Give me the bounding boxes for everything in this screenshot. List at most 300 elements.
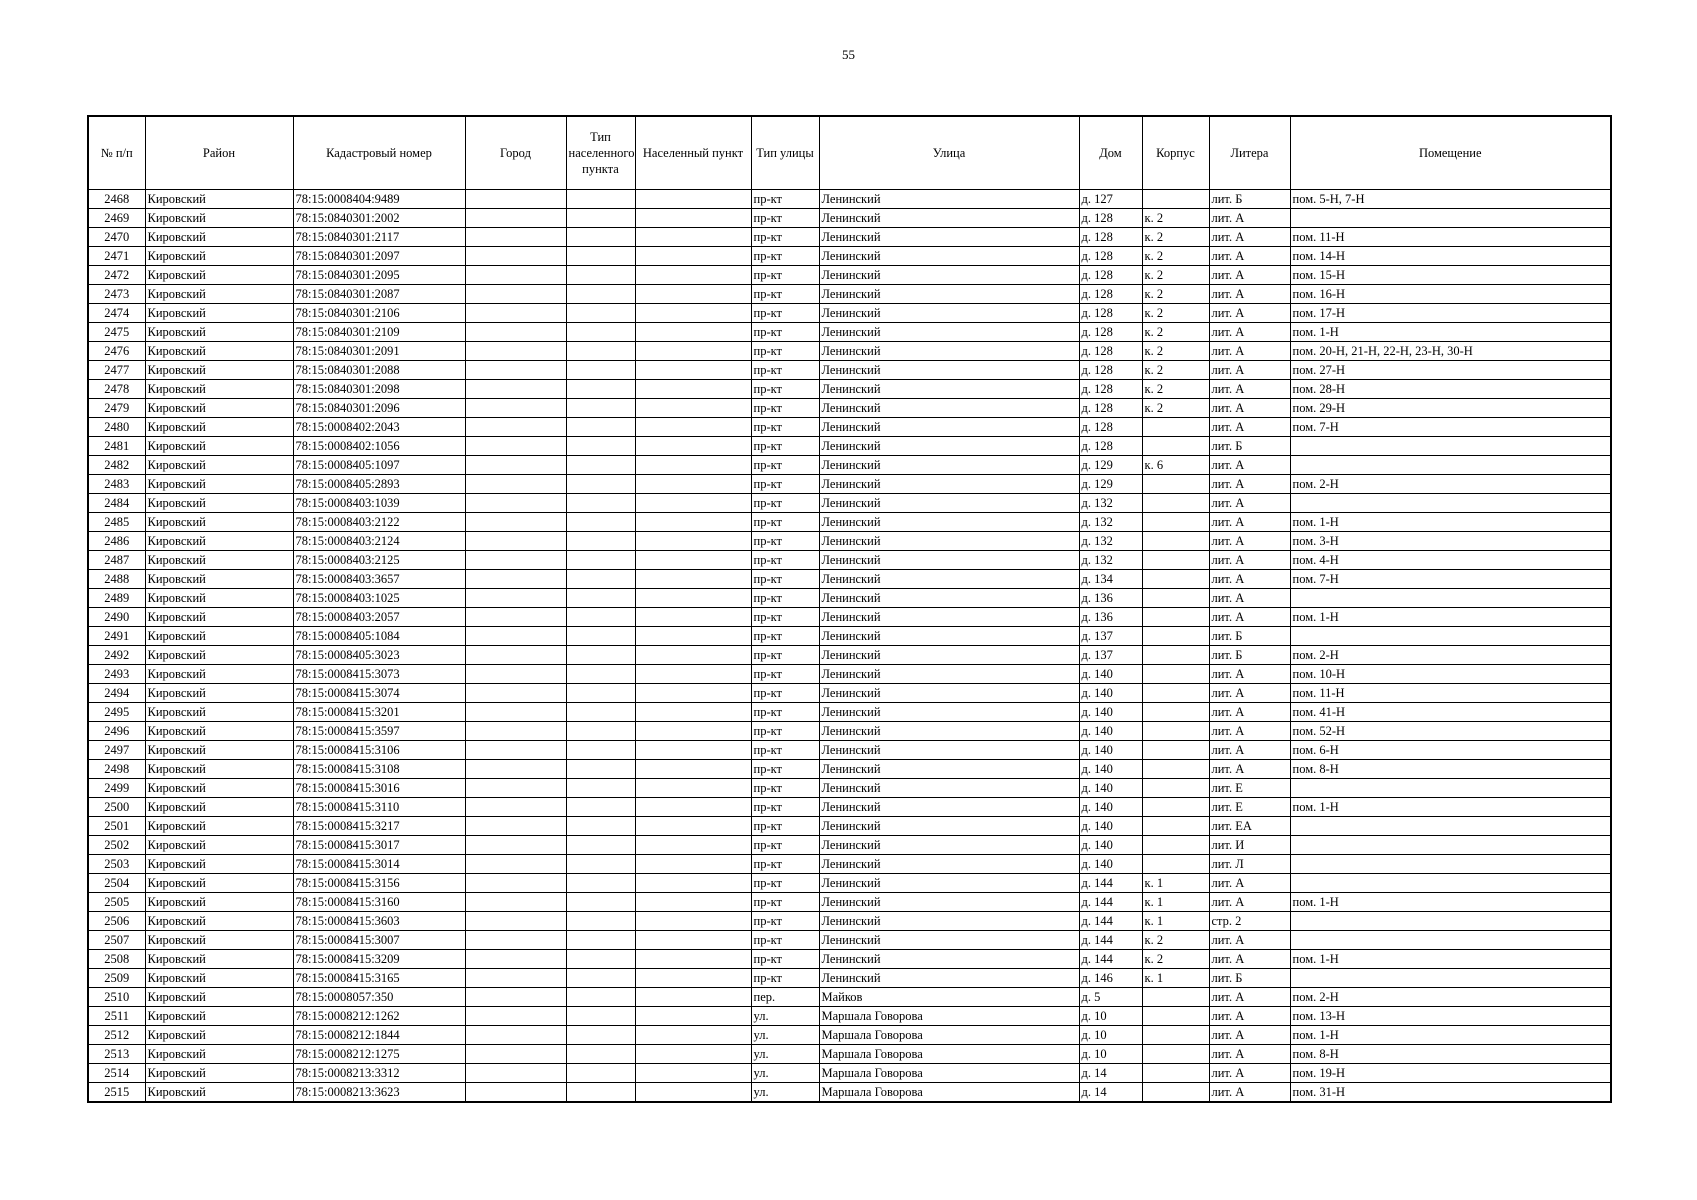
cell-premises: пом. 41-Н <box>1290 703 1611 722</box>
cell-settlement-type <box>566 380 635 399</box>
cell-city <box>465 779 566 798</box>
cell-premises: пом. 3-Н <box>1290 532 1611 551</box>
cell-letter: стр. 2 <box>1209 912 1290 931</box>
cell-cadastral-number: 78:15:0840301:2098 <box>293 380 465 399</box>
cell-number: 2503 <box>88 855 145 874</box>
table-row <box>88 779 1611 798</box>
cell-building <box>1142 646 1209 665</box>
cell-street-type: пр-кт <box>751 912 819 931</box>
cell-premises <box>1290 627 1611 646</box>
cell-city <box>465 874 566 893</box>
table-row <box>88 418 1611 437</box>
cell-city <box>465 855 566 874</box>
table-row <box>88 855 1611 874</box>
cell-building: к. 1 <box>1142 912 1209 931</box>
cell-letter: лит. И <box>1209 836 1290 855</box>
cell-letter: лит. А <box>1209 551 1290 570</box>
cell-number: 2506 <box>88 912 145 931</box>
header-row <box>88 116 1611 190</box>
cell-city <box>465 1064 566 1083</box>
cell-street-type: пр-кт <box>751 475 819 494</box>
cell-settlement-type <box>566 1064 635 1083</box>
cell-building: к. 2 <box>1142 247 1209 266</box>
cell-house: д. 140 <box>1079 684 1142 703</box>
cell-city <box>465 589 566 608</box>
cell-street-type: пр-кт <box>751 342 819 361</box>
cell-street-type: пр-кт <box>751 437 819 456</box>
cell-letter: лит. А <box>1209 323 1290 342</box>
cell-house: д. 132 <box>1079 532 1142 551</box>
cell-letter: лит. А <box>1209 399 1290 418</box>
cell-house: д. 129 <box>1079 456 1142 475</box>
cell-settlement <box>635 228 751 247</box>
table-row <box>88 1083 1611 1103</box>
cell-settlement <box>635 988 751 1007</box>
cell-building <box>1142 589 1209 608</box>
cell-house: д. 140 <box>1079 836 1142 855</box>
cell-building <box>1142 437 1209 456</box>
cell-district: Кировский <box>145 570 293 589</box>
cell-street: Ленинский <box>819 589 1079 608</box>
cell-cadastral-number: 78:15:0840301:2117 <box>293 228 465 247</box>
cell-premises: пом. 7-Н <box>1290 418 1611 437</box>
cell-street: Ленинский <box>819 836 1079 855</box>
cell-building <box>1142 684 1209 703</box>
cell-house: д. 136 <box>1079 589 1142 608</box>
cell-house: д. 14 <box>1079 1064 1142 1083</box>
cell-premises <box>1290 912 1611 931</box>
cell-premises: пом. 52-Н <box>1290 722 1611 741</box>
cell-letter: лит. А <box>1209 532 1290 551</box>
cell-settlement <box>635 950 751 969</box>
cell-district: Кировский <box>145 1083 293 1103</box>
cell-number: 2491 <box>88 627 145 646</box>
cell-house: д. 128 <box>1079 437 1142 456</box>
cell-district: Кировский <box>145 1007 293 1026</box>
table-header <box>88 116 1611 190</box>
cell-city <box>465 969 566 988</box>
cell-settlement-type <box>566 532 635 551</box>
cell-settlement-type <box>566 627 635 646</box>
cell-street: Ленинский <box>819 722 1079 741</box>
cell-city <box>465 1026 566 1045</box>
cell-building: к. 1 <box>1142 874 1209 893</box>
cell-premises: пом. 1-Н <box>1290 893 1611 912</box>
cell-building <box>1142 532 1209 551</box>
cell-number: 2469 <box>88 209 145 228</box>
cell-district: Кировский <box>145 665 293 684</box>
cell-building: к. 2 <box>1142 228 1209 247</box>
cell-building <box>1142 817 1209 836</box>
cell-cadastral-number: 78:15:0008212:1275 <box>293 1045 465 1064</box>
cell-district: Кировский <box>145 1064 293 1083</box>
cell-city <box>465 1083 566 1103</box>
cell-settlement <box>635 190 751 209</box>
cell-number: 2488 <box>88 570 145 589</box>
cell-street-type: пр-кт <box>751 418 819 437</box>
table-row <box>88 969 1611 988</box>
cell-premises: пом. 1-Н <box>1290 513 1611 532</box>
cell-house: д. 140 <box>1079 703 1142 722</box>
cell-house: д. 132 <box>1079 494 1142 513</box>
cell-cadastral-number: 78:15:0008415:3201 <box>293 703 465 722</box>
cell-house: д. 128 <box>1079 380 1142 399</box>
table-row <box>88 323 1611 342</box>
cell-building: к. 2 <box>1142 209 1209 228</box>
cell-number: 2512 <box>88 1026 145 1045</box>
cell-number: 2483 <box>88 475 145 494</box>
cell-settlement-type <box>566 456 635 475</box>
cell-district: Кировский <box>145 228 293 247</box>
cell-city <box>465 931 566 950</box>
cell-number: 2474 <box>88 304 145 323</box>
cell-city <box>465 304 566 323</box>
cell-settlement <box>635 893 751 912</box>
cell-settlement-type <box>566 703 635 722</box>
table-row <box>88 285 1611 304</box>
cell-number: 2482 <box>88 456 145 475</box>
cell-number: 2490 <box>88 608 145 627</box>
cell-city <box>465 266 566 285</box>
cell-cadastral-number: 78:15:0840301:2088 <box>293 361 465 380</box>
table-row <box>88 1064 1611 1083</box>
cell-district: Кировский <box>145 893 293 912</box>
cell-city <box>465 247 566 266</box>
cell-city <box>465 741 566 760</box>
cell-house: д. 128 <box>1079 323 1142 342</box>
cell-number: 2476 <box>88 342 145 361</box>
cell-cadastral-number: 78:15:0008403:2124 <box>293 532 465 551</box>
cell-street: Ленинский <box>819 209 1079 228</box>
cell-cadastral-number: 78:15:0008415:3017 <box>293 836 465 855</box>
cell-cadastral-number: 78:15:0840301:2095 <box>293 266 465 285</box>
cell-premises: пом. 4-Н <box>1290 551 1611 570</box>
cell-city <box>465 285 566 304</box>
cell-premises <box>1290 855 1611 874</box>
cell-street-type: пр-кт <box>751 665 819 684</box>
cell-street-type: пр-кт <box>751 513 819 532</box>
cell-street-type: пер. <box>751 988 819 1007</box>
cell-house: д. 146 <box>1079 969 1142 988</box>
cell-cadastral-number: 78:15:0008415:3165 <box>293 969 465 988</box>
cell-letter: лит. А <box>1209 1026 1290 1045</box>
cell-house: д. 144 <box>1079 912 1142 931</box>
cell-settlement <box>635 1064 751 1083</box>
cell-street-type: пр-кт <box>751 494 819 513</box>
cell-district: Кировский <box>145 247 293 266</box>
cell-street: Ленинский <box>819 475 1079 494</box>
cell-letter: лит. А <box>1209 684 1290 703</box>
cell-street: Ленинский <box>819 855 1079 874</box>
cell-number: 2505 <box>88 893 145 912</box>
cell-house: д. 10 <box>1079 1007 1142 1026</box>
cell-street: Ленинский <box>819 247 1079 266</box>
cell-number: 2510 <box>88 988 145 1007</box>
cell-district: Кировский <box>145 589 293 608</box>
table-row <box>88 703 1611 722</box>
cell-building <box>1142 855 1209 874</box>
cell-letter: лит. А <box>1209 722 1290 741</box>
cell-letter: лит. А <box>1209 285 1290 304</box>
table-row <box>88 456 1611 475</box>
table-row <box>88 532 1611 551</box>
cell-street: Ленинский <box>819 342 1079 361</box>
cell-district: Кировский <box>145 475 293 494</box>
cell-district: Кировский <box>145 608 293 627</box>
cell-city <box>465 893 566 912</box>
cell-settlement <box>635 684 751 703</box>
cell-settlement-type <box>566 494 635 513</box>
cell-settlement <box>635 1083 751 1103</box>
cell-premises <box>1290 817 1611 836</box>
cell-settlement-type <box>566 893 635 912</box>
cell-settlement-type <box>566 608 635 627</box>
cell-street: Ленинский <box>819 608 1079 627</box>
col-letter-header: Литера <box>1209 116 1290 190</box>
cell-city <box>465 703 566 722</box>
cell-premises <box>1290 494 1611 513</box>
cell-settlement-type <box>566 969 635 988</box>
cell-settlement-type <box>566 323 635 342</box>
cell-street: Маршала Говорова <box>819 1045 1079 1064</box>
table-row <box>88 798 1611 817</box>
cell-letter: лит. А <box>1209 1045 1290 1064</box>
cell-city <box>465 950 566 969</box>
table-row <box>88 361 1611 380</box>
cell-premises: пом. 1-Н <box>1290 1026 1611 1045</box>
cell-premises <box>1290 456 1611 475</box>
cell-city <box>465 646 566 665</box>
cell-cadastral-number: 78:15:0008415:3014 <box>293 855 465 874</box>
cell-city <box>465 684 566 703</box>
cell-letter: лит. А <box>1209 361 1290 380</box>
cell-number: 2487 <box>88 551 145 570</box>
cell-settlement <box>635 494 751 513</box>
cell-cadastral-number: 78:15:0008405:1084 <box>293 627 465 646</box>
cell-number: 2478 <box>88 380 145 399</box>
cell-cadastral-number: 78:15:0008403:1025 <box>293 589 465 608</box>
cell-city <box>465 1007 566 1026</box>
cell-house: д. 128 <box>1079 285 1142 304</box>
col-building-header: Корпус <box>1142 116 1209 190</box>
col-cadastral-header: Кадастровый номер <box>293 116 465 190</box>
cell-letter: лит. А <box>1209 456 1290 475</box>
cell-number: 2473 <box>88 285 145 304</box>
cell-house: д. 144 <box>1079 874 1142 893</box>
cell-settlement <box>635 760 751 779</box>
cell-settlement-type <box>566 399 635 418</box>
cell-settlement <box>635 703 751 722</box>
col-street-header: Улица <box>819 116 1079 190</box>
cell-settlement <box>635 912 751 931</box>
cell-number: 2509 <box>88 969 145 988</box>
table-row <box>88 437 1611 456</box>
cell-city <box>465 912 566 931</box>
cell-cadastral-number: 78:15:0008213:3623 <box>293 1083 465 1103</box>
cell-building <box>1142 570 1209 589</box>
cell-settlement <box>635 475 751 494</box>
cell-street: Ленинский <box>819 304 1079 323</box>
cell-street-type: пр-кт <box>751 266 819 285</box>
cell-street-type: пр-кт <box>751 798 819 817</box>
cell-city <box>465 437 566 456</box>
cell-street: Маршала Говорова <box>819 1007 1079 1026</box>
cell-premises: пом. 27-Н <box>1290 361 1611 380</box>
cell-premises: пом. 1-Н <box>1290 608 1611 627</box>
cell-district: Кировский <box>145 684 293 703</box>
cell-district: Кировский <box>145 874 293 893</box>
cell-street: Ленинский <box>819 912 1079 931</box>
table-row <box>88 817 1611 836</box>
cell-premises: пом. 1-Н <box>1290 798 1611 817</box>
cell-house: д. 132 <box>1079 551 1142 570</box>
cell-city <box>465 380 566 399</box>
cell-settlement-type <box>566 475 635 494</box>
cell-settlement <box>635 931 751 950</box>
table-row <box>88 893 1611 912</box>
cell-district: Кировский <box>145 969 293 988</box>
cell-street: Ленинский <box>819 950 1079 969</box>
cell-number: 2472 <box>88 266 145 285</box>
cell-settlement-type <box>566 741 635 760</box>
cell-house: д. 140 <box>1079 665 1142 684</box>
cell-street-type: пр-кт <box>751 399 819 418</box>
col-number-header: № п/п <box>88 116 145 190</box>
cell-district: Кировский <box>145 418 293 437</box>
cell-letter: лит. А <box>1209 608 1290 627</box>
cell-premises: пом. 28-Н <box>1290 380 1611 399</box>
cell-city <box>465 361 566 380</box>
table-row <box>88 646 1611 665</box>
cell-house: д. 132 <box>1079 513 1142 532</box>
cell-district: Кировский <box>145 817 293 836</box>
cell-premises <box>1290 874 1611 893</box>
cell-settlement-type <box>566 266 635 285</box>
table-row <box>88 304 1611 323</box>
cell-number: 2480 <box>88 418 145 437</box>
cell-settlement-type <box>566 760 635 779</box>
cell-letter: лит. А <box>1209 1083 1290 1103</box>
table-row <box>88 513 1611 532</box>
cell-letter: лит. А <box>1209 494 1290 513</box>
cell-building <box>1142 836 1209 855</box>
cell-street-type: пр-кт <box>751 608 819 627</box>
cell-settlement <box>635 209 751 228</box>
cell-cadastral-number: 78:15:0008415:3074 <box>293 684 465 703</box>
cell-premises: пом. 29-Н <box>1290 399 1611 418</box>
cell-street-type: пр-кт <box>751 836 819 855</box>
cell-cadastral-number: 78:15:0008404:9489 <box>293 190 465 209</box>
cell-cadastral-number: 78:15:0008403:2057 <box>293 608 465 627</box>
cell-settlement-type <box>566 646 635 665</box>
table-row <box>88 741 1611 760</box>
cell-cadastral-number: 78:15:0840301:2091 <box>293 342 465 361</box>
cell-street-type: пр-кт <box>751 209 819 228</box>
cell-city <box>465 551 566 570</box>
cell-settlement <box>635 1007 751 1026</box>
cell-street-type: пр-кт <box>751 817 819 836</box>
cell-letter: лит. А <box>1209 513 1290 532</box>
table-row <box>88 874 1611 893</box>
cell-district: Кировский <box>145 627 293 646</box>
cell-street-type: пр-кт <box>751 741 819 760</box>
cell-premises: пом. 8-Н <box>1290 760 1611 779</box>
cell-cadastral-number: 78:15:0008415:3108 <box>293 760 465 779</box>
cell-house: д. 140 <box>1079 779 1142 798</box>
cell-number: 2486 <box>88 532 145 551</box>
cell-district: Кировский <box>145 760 293 779</box>
cell-number: 2495 <box>88 703 145 722</box>
cell-house: д. 128 <box>1079 247 1142 266</box>
cell-district: Кировский <box>145 988 293 1007</box>
cell-district: Кировский <box>145 551 293 570</box>
cell-street: Ленинский <box>819 817 1079 836</box>
cell-building: к. 2 <box>1142 931 1209 950</box>
cell-cadastral-number: 78:15:0008415:3073 <box>293 665 465 684</box>
cell-district: Кировский <box>145 703 293 722</box>
cell-number: 2489 <box>88 589 145 608</box>
cell-house: д. 128 <box>1079 399 1142 418</box>
cell-cadastral-number: 78:15:0008415:3597 <box>293 722 465 741</box>
cell-street: Ленинский <box>819 323 1079 342</box>
cell-building: к. 2 <box>1142 304 1209 323</box>
cell-district: Кировский <box>145 1045 293 1064</box>
cell-building <box>1142 494 1209 513</box>
cell-letter: лит. Б <box>1209 437 1290 456</box>
cell-city <box>465 418 566 437</box>
cell-settlement-type <box>566 665 635 684</box>
cell-district: Кировский <box>145 722 293 741</box>
cell-settlement <box>635 1045 751 1064</box>
cell-city <box>465 228 566 247</box>
cell-city <box>465 190 566 209</box>
cell-premises: пом. 5-Н, 7-Н <box>1290 190 1611 209</box>
cell-house: д. 5 <box>1079 988 1142 1007</box>
cell-settlement <box>635 855 751 874</box>
cell-cadastral-number: 78:15:0840301:2002 <box>293 209 465 228</box>
cell-street-type: ул. <box>751 1045 819 1064</box>
table-row <box>88 380 1611 399</box>
cell-district: Кировский <box>145 399 293 418</box>
cell-cadastral-number: 78:15:0008415:3209 <box>293 950 465 969</box>
cell-letter: лит. А <box>1209 893 1290 912</box>
cell-settlement-type <box>566 874 635 893</box>
cell-district: Кировский <box>145 912 293 931</box>
cell-settlement <box>635 361 751 380</box>
cell-premises: пом. 6-Н <box>1290 741 1611 760</box>
cell-cadastral-number: 78:15:0008415:3160 <box>293 893 465 912</box>
cell-number: 2500 <box>88 798 145 817</box>
cell-street-type: ул. <box>751 1064 819 1083</box>
cell-settlement <box>635 722 751 741</box>
cell-street: Ленинский <box>819 570 1079 589</box>
table-row <box>88 684 1611 703</box>
table-row <box>88 722 1611 741</box>
cell-premises <box>1290 969 1611 988</box>
cell-building <box>1142 1045 1209 1064</box>
cell-building: к. 2 <box>1142 342 1209 361</box>
cell-settlement-type <box>566 551 635 570</box>
cell-building: к. 1 <box>1142 893 1209 912</box>
cell-city <box>465 836 566 855</box>
cell-street: Ленинский <box>819 285 1079 304</box>
cell-settlement <box>635 627 751 646</box>
cell-building <box>1142 1083 1209 1103</box>
cell-settlement <box>635 608 751 627</box>
cell-number: 2485 <box>88 513 145 532</box>
cell-settlement <box>635 817 751 836</box>
cell-settlement-type <box>566 817 635 836</box>
